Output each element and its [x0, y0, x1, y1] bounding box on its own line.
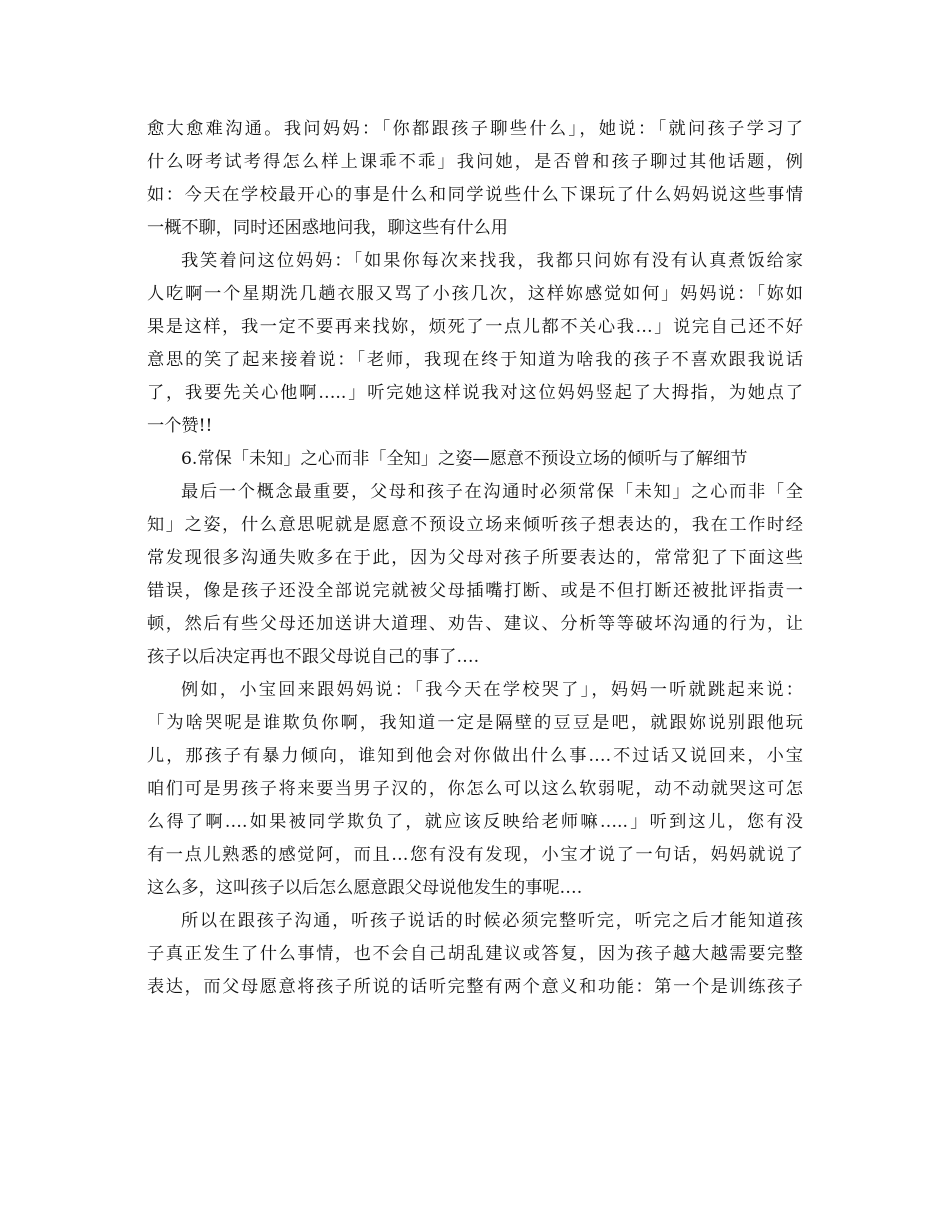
text-line: 了，我要先关心他啊…..」听完她这样说我对这位妈妈竖起了大拇指，为她点了 [147, 383, 803, 403]
text-line: 愈大愈难沟通。我问妈妈：「你都跟孩子聊些什么」，她说：「就问孩子学习了 [147, 119, 803, 139]
text-line: 果是这样，我一定不要再来找妳，烦死了一点儿都不关心我…」说完自己还不好 [147, 317, 803, 337]
text-line: 常发现很多沟通失败多在于此，因为父母对孩子所要表达的，常常犯了下面这些 [147, 548, 803, 568]
text-line: 我笑着问这位妈妈：「如果你每次来找我，我都只问妳有没有认真煮饭给家 [181, 251, 803, 271]
text-line: 例如，小宝回来跟妈妈说：「我今天在学校哭了」，妈妈一听就跳起来说： [181, 680, 803, 700]
text-line: 什么呀考试考得怎么样上课乖不乖」我问她，是否曾和孩子聊过其他话题，例 [147, 152, 803, 172]
text-line: 有一点儿熟悉的感觉阿，而且…您有没有发现，小宝才说了一句话，妈妈就说了 [147, 845, 803, 865]
text-line: 咱们可是男孩子将来要当男子汉的，你怎么可以这么软弱呢，动不动就哭这可怎 [147, 779, 803, 799]
text-line: 这么多，这叫孩子以后怎么愿意跟父母说他发生的事呢…. [147, 878, 583, 898]
text-line: 错误，像是孩子还没全部说完就被父母插嘴打断、或是不但打断还被批评指责一 [147, 581, 803, 601]
text-line: 意思的笑了起来接着说：「老师，我现在终于知道为啥我的孩子不喜欢跟我说话 [147, 350, 803, 370]
text-line: 「为啥哭呢是谁欺负你啊，我知道一定是隔壁的豆豆是吧，就跟妳说别跟他玩 [147, 713, 803, 733]
document-body [147, 113, 803, 1004]
text-line: 所以在跟孩子沟通，听孩子说话的时候必须完整听完，听完之后才能知道孩 [181, 911, 803, 931]
text-line: 表达，而父母愿意将孩子所说的话听完整有两个意义和功能：第一个是训练孩子 [147, 977, 803, 997]
text-line: 知」之姿，什么意思呢就是愿意不预设立场来倾听孩子想表达的，我在工作时经 [147, 515, 803, 535]
text-line: 6.常保「未知」之心而非「全知」之姿—愿意不预设立场的倾听与了解细节 [181, 449, 748, 469]
text-line: 一概不聊，同时还困惑地问我，聊这些有什么用 [147, 218, 508, 238]
text-line: 最后一个概念最重要，父母和孩子在沟通时必须常保「未知」之心而非「全 [181, 482, 803, 502]
text-line: 子真正发生了什么事情，也不会自己胡乱建议或答复，因为孩子越大越需要完整 [147, 944, 803, 964]
text-line: 顿，然后有些父母还加送讲大道理、劝告、建议、分析等等破坏沟通的行为，让 [147, 614, 803, 634]
text-line: 么得了啊….如果被同学欺负了，就应该反映给老师嘛…..」听到这儿，您有没 [147, 812, 803, 832]
text-line: 如：今天在学校最开心的事是什么和同学说些什么下课玩了什么妈妈说这些事情 [147, 185, 803, 205]
text-line: 人吃啊一个星期洗几趟衣服又骂了小孩几次，这样妳感觉如何」妈妈说：「妳如 [147, 284, 803, 304]
text-line: 孩子以后决定再也不跟父母说自己的事了…. [147, 647, 480, 667]
text-line: 一个赞!! [147, 416, 213, 436]
text-line: 儿，那孩子有暴力倾向，谁知到他会对你做出什么事….不过话又说回来，小宝 [147, 746, 803, 766]
